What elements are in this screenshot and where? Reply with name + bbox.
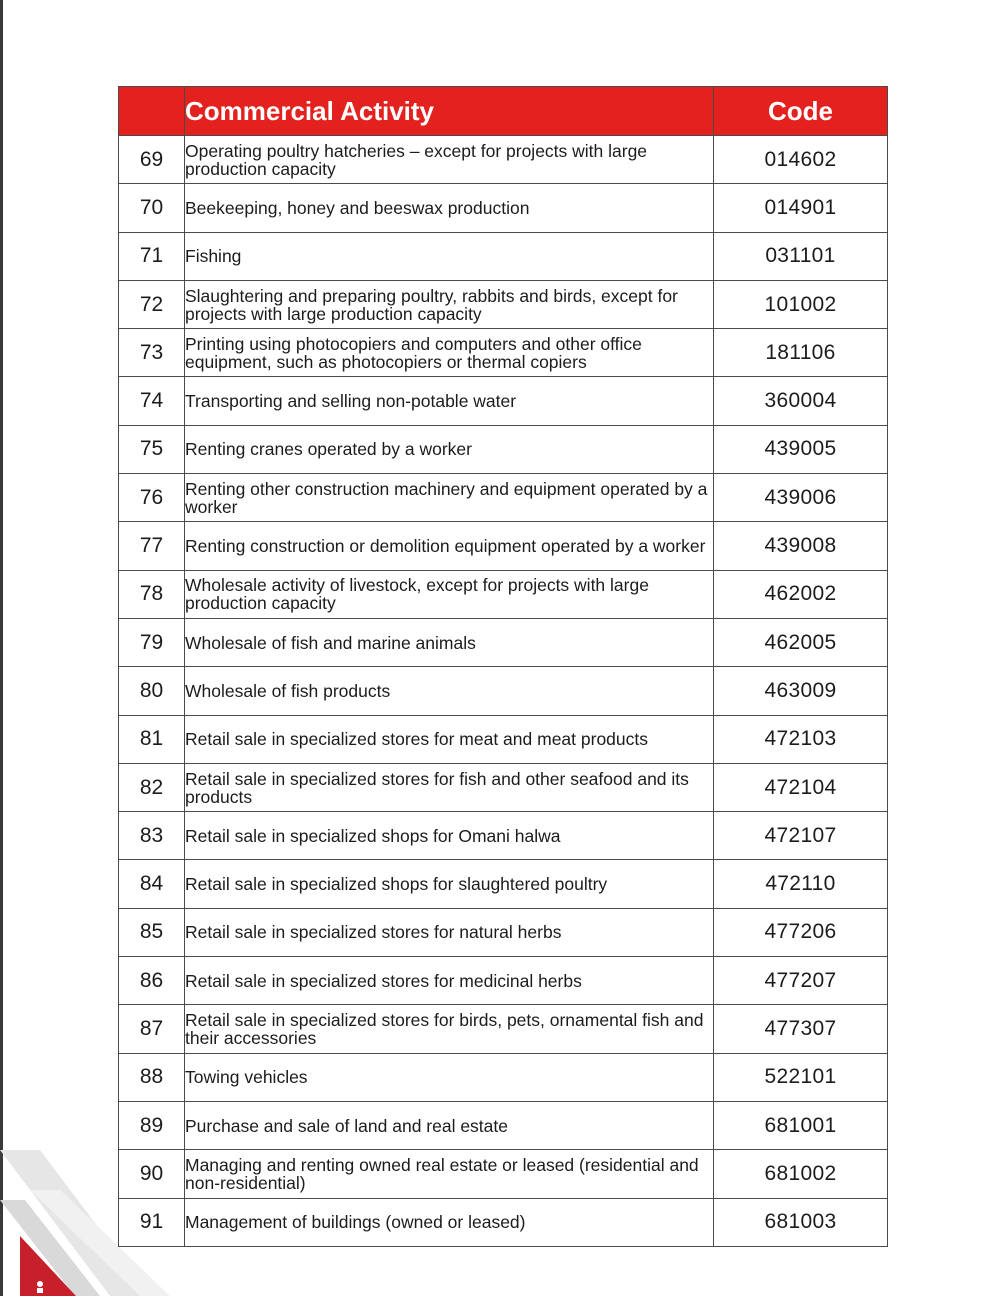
- table-header: [119, 87, 888, 136]
- row-number: 86: [119, 957, 185, 1005]
- activity-description: Fishing: [185, 232, 714, 280]
- activity-code: 014602: [714, 136, 888, 184]
- table-row: [119, 715, 888, 763]
- activity-description: Towing vehicles: [185, 1053, 714, 1101]
- table-row: [119, 618, 888, 666]
- activity-description: Retail sale in specialized shops for Omani halwa: [185, 812, 714, 860]
- brand-mark-icon: [20, 1236, 80, 1296]
- row-number: 90: [119, 1150, 185, 1198]
- activity-description: Retail sale in specialized shops for slaughtered poultry: [185, 860, 714, 908]
- activity-description: Retail sale in specialized stores for medicinal herbs: [185, 957, 714, 1005]
- activity-code: 477307: [714, 1005, 888, 1053]
- activity-code: 360004: [714, 377, 888, 425]
- row-number: 83: [119, 812, 185, 860]
- activity-description: Beekeeping, honey and beeswax production: [185, 184, 714, 232]
- activity-description: Renting construction or demolition equipment operated by a worker: [185, 522, 714, 570]
- activity-code: 439008: [714, 522, 888, 570]
- activity-description: Operating poultry hatcheries – except for projects with large production capacity: [185, 136, 714, 184]
- table-row: [119, 136, 888, 184]
- table-row: [119, 474, 888, 522]
- activity-code: 014901: [714, 184, 888, 232]
- table-body: [119, 136, 888, 1247]
- table-row: [119, 957, 888, 1005]
- header-row: [119, 87, 888, 136]
- activity-code: 181106: [714, 329, 888, 377]
- table-row: [119, 425, 888, 473]
- activity-description: Renting other construction machinery and equipment operated by a worker: [185, 474, 714, 522]
- row-number: 79: [119, 618, 185, 666]
- row-number: 78: [119, 570, 185, 618]
- activity-code: 101002: [714, 280, 888, 328]
- row-number: 85: [119, 908, 185, 956]
- activity-description: Transporting and selling non-potable water: [185, 377, 714, 425]
- table-row: [119, 1005, 888, 1053]
- table-row: [119, 570, 888, 618]
- activity-table-container: [118, 86, 886, 1247]
- table-row: [119, 232, 888, 280]
- row-number: 76: [119, 474, 185, 522]
- row-number: 80: [119, 667, 185, 715]
- activity-code: 477207: [714, 957, 888, 1005]
- activity-code: 462002: [714, 570, 888, 618]
- row-number: 81: [119, 715, 185, 763]
- activity-description: Renting cranes operated by a worker: [185, 425, 714, 473]
- row-number: 71: [119, 232, 185, 280]
- activity-code: 472107: [714, 812, 888, 860]
- activity-code: 463009: [714, 667, 888, 715]
- row-number: 73: [119, 329, 185, 377]
- activity-code: 031101: [714, 232, 888, 280]
- header-number: [119, 87, 185, 136]
- activity-description: Retail sale in specialized stores for fish and other seafood and its products: [185, 763, 714, 811]
- table-row: [119, 280, 888, 328]
- activity-description: Retail sale in specialized stores for meat and meat products: [185, 715, 714, 763]
- table-row: [119, 812, 888, 860]
- activity-description: Retail sale in specialized stores for birds, pets, ornamental fish and their accessories: [185, 1005, 714, 1053]
- activity-code: 681002: [714, 1150, 888, 1198]
- table-row: [119, 329, 888, 377]
- row-number: 75: [119, 425, 185, 473]
- table-row: [119, 1150, 888, 1198]
- table-row: [119, 522, 888, 570]
- table-row: [119, 763, 888, 811]
- activity-code: 472103: [714, 715, 888, 763]
- table-row: [119, 908, 888, 956]
- activity-code: 472104: [714, 763, 888, 811]
- table-row: [119, 860, 888, 908]
- activity-description: Managing and renting owned real estate or leased (residential and non-residential): [185, 1150, 714, 1198]
- row-number: 77: [119, 522, 185, 570]
- activity-code: 477206: [714, 908, 888, 956]
- table-row: [119, 1198, 888, 1246]
- activity-description: Wholesale of fish products: [185, 667, 714, 715]
- activity-code: 439005: [714, 425, 888, 473]
- table-row: [119, 667, 888, 715]
- table-row: [119, 377, 888, 425]
- row-number: 91: [119, 1198, 185, 1246]
- activity-description: Wholesale of fish and marine animals: [185, 618, 714, 666]
- row-number: 82: [119, 763, 185, 811]
- activity-code: 681001: [714, 1101, 888, 1149]
- row-number: 72: [119, 280, 185, 328]
- activity-description: Wholesale activity of livestock, except for projects with large production capacity: [185, 570, 714, 618]
- row-number: 84: [119, 860, 185, 908]
- activity-description: Management of buildings (owned or leased): [185, 1198, 714, 1246]
- activity-code: 681003: [714, 1198, 888, 1246]
- row-number: 88: [119, 1053, 185, 1101]
- activity-description: Slaughtering and preparing poultry, rabbits and birds, except for projects with large production capacity: [185, 280, 714, 328]
- header-code: Code: [714, 87, 888, 136]
- row-number: 69: [119, 136, 185, 184]
- activity-code: 472110: [714, 860, 888, 908]
- activity-description: Retail sale in specialized stores for natural herbs: [185, 908, 714, 956]
- table-row: [119, 1101, 888, 1149]
- activity-code: 462005: [714, 618, 888, 666]
- table-row: [119, 1053, 888, 1101]
- activity-code: 522101: [714, 1053, 888, 1101]
- activity-description: Printing using photocopiers and computers and other office equipment, such as photocopiers or thermal copiers: [185, 329, 714, 377]
- commercial-activity-table: [118, 86, 888, 1247]
- row-number: 89: [119, 1101, 185, 1149]
- page-left-edge: [0, 0, 3, 1296]
- table-row: [119, 184, 888, 232]
- header-commercial-activity: Commercial Activity: [185, 87, 714, 136]
- row-number: 70: [119, 184, 185, 232]
- activity-description: Purchase and sale of land and real estate: [185, 1101, 714, 1149]
- activity-code: 439006: [714, 474, 888, 522]
- row-number: 87: [119, 1005, 185, 1053]
- row-number: 74: [119, 377, 185, 425]
